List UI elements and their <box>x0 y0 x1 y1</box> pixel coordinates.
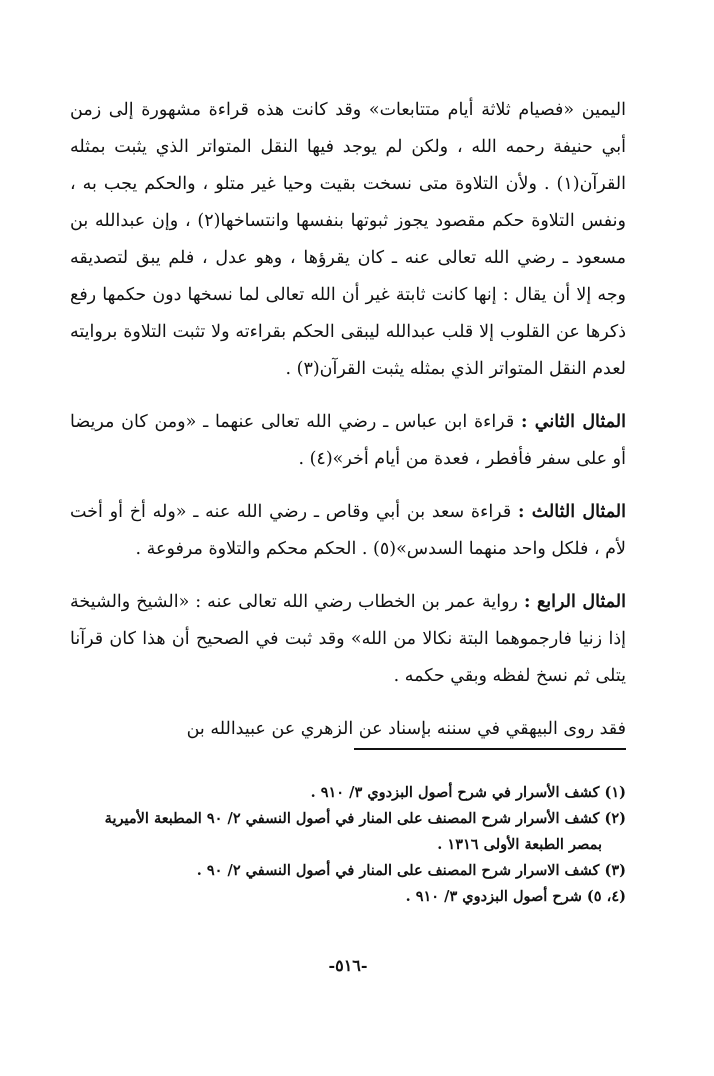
paragraph-4-text: رواية عمر بن الخطاب رضي الله تعالى عنه : «الشيخ والشيخة إذا زنيا فارجموهما البتة نكالا من الله» وقد ثبت في الصحيح أن هذا كان قرآنا يتلى ثم نسخ لفظه وبقي حكمه . <box>70 592 626 686</box>
paragraph-2 <box>70 404 626 478</box>
paragraph-5 <box>70 711 626 748</box>
paragraph-5-text: فقد روى البيهقي في سننه بإسناد عن الزهري عن عبيدالله بن <box>186 719 626 739</box>
page-number: -٥١٦- <box>328 956 368 975</box>
paragraph-1 <box>70 92 626 388</box>
example-three-heading: المثال الثالث : <box>517 502 627 522</box>
footnote-4-5: (٤، ٥) شرح أصول البزدوي ٣/ ٩١٠ . <box>405 888 626 905</box>
paragraph-4 <box>70 584 626 695</box>
footnote-1: (١) كشف الأسرار في شرح أصول البزدوي ٣/ ٩١٠ . <box>310 784 626 801</box>
paragraph-3 <box>70 494 626 568</box>
example-four-heading: المثال الرابع : <box>523 592 626 612</box>
footnote-3: (٣) كشف الاسرار شرح المصنف على المنار في أصول النسفي ٢/ ٩٠ . <box>196 862 626 879</box>
main-text <box>70 92 626 748</box>
paragraph-1-text: اليمين «فصيام ثلاثة أيام متتابعات» وقد كانت هذه قراءة مشهورة إلى زمن أبي حنيفة رحمه الله ، ولكن لم يوجد فيها النقل المتواتر الذي يثبت بمثله القرآن(١) . ولأن التلاوة متى نسخت بقيت وحيا غير متلو ، والحكم يجب به ، ونفس التلاوة حكم مقصود يجوز ثبوتها بنفسها وانتساخها(٢) ، وإن عبدالله بن مسعود ـ رضي الله تعالى عنه ـ كان يقرؤها ، وهو عدل ، فلم يبق لتصديقه وجه إلا أن يقال : إنها كانت ثابتة غير أن الله تعالى لما نسخها دون حكمها رفع ذكرها عن القلوب إلا قلب عبدالله ليبقى الحكم بقراءته ولا تثبت التلاوة بروايته لعدم النقل المتواتر الذي بمثله يثبت القرآن(٣) . <box>70 100 626 379</box>
footnote-divider <box>354 748 626 750</box>
example-two-heading: المثال الثاني : <box>521 412 626 432</box>
footnote-2: (٢) كشف الأسرار شرح المصنف على المنار في أصول النسفي ٢/ ٩٠ المطبعة الأميرية <box>104 810 626 827</box>
footnote-2-continuation: بمصر الطبعة الأولى ١٣١٦ . <box>437 836 602 853</box>
paragraph-3-text: قراءة سعد بن أبي وقاص ـ رضي الله عنه ـ «وله أخ أو أخت لأم ، فلكل واحد منهما السدس»(٥) . الحكم محكم والتلاوة مرفوعة . <box>70 502 626 559</box>
document-page <box>70 92 626 1076</box>
paragraph-2-text: قراءة ابن عباس ـ رضي الله تعالى عنهما ـ «ومن كان مريضا أو على سفر فأفطر ، فعدة من أيام أخر»(٤) . <box>70 412 626 469</box>
footnotes <box>70 780 626 910</box>
